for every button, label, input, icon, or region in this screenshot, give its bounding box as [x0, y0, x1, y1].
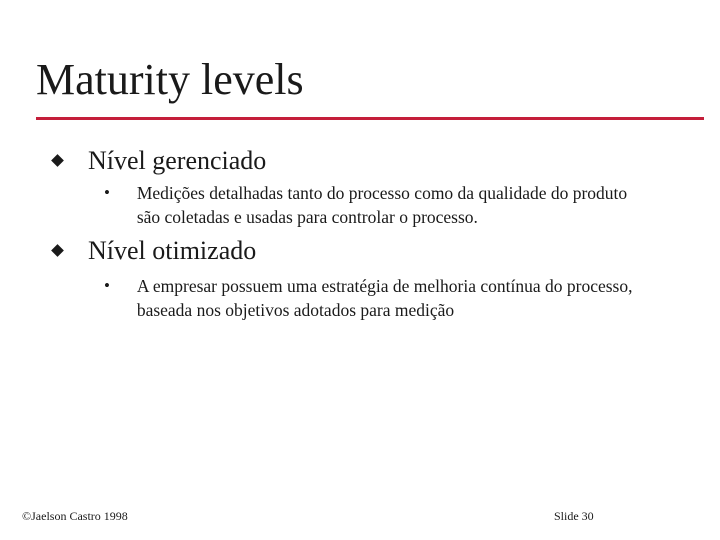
- sub-bullet-dot: •: [104, 183, 110, 202]
- footer-slide-number: Slide 30: [554, 509, 594, 523]
- diamond-bullet-icon: [52, 155, 64, 167]
- diamond-bullet-icon: [52, 245, 64, 257]
- footer-copyright: ©Jaelson Castro 1998: [22, 509, 128, 523]
- sub-bullet-dot: •: [104, 276, 110, 295]
- sub-bullet-text: A empresar possuem uma estratégia de melhoria contínua do processo, baseada nos objetivos adotados para medição: [136, 276, 633, 320]
- bullet-label: Nível otimizado: [88, 236, 257, 265]
- title-divider: [36, 117, 704, 120]
- bullet-label: Nível gerenciado: [88, 146, 267, 175]
- bullet-item-nivel-gerenciado: [52, 146, 266, 176]
- sub-bullet-text: Medições detalhadas tanto do processo como da qualidade do produto são coletadas e usadas para controlar o processo.: [136, 183, 628, 227]
- sub-bullet-item: [104, 181, 644, 229]
- sub-bullet-item: [104, 274, 644, 322]
- bullet-item-nivel-otimizado: [52, 236, 256, 266]
- slide-title: Maturity levels: [36, 55, 304, 104]
